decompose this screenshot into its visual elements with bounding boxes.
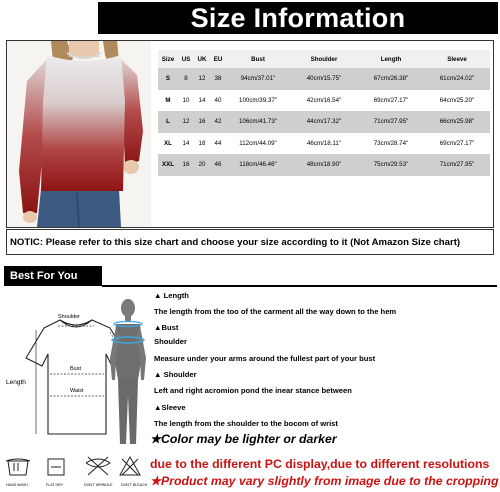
table-cell: 16 bbox=[198, 118, 206, 126]
table-cell: L bbox=[166, 118, 170, 126]
table-cell: 40cm/15.75" bbox=[306, 75, 342, 83]
table-cell: 61cm/24.02" bbox=[439, 75, 475, 83]
page-title: Size Information bbox=[190, 2, 406, 33]
column-header: UK bbox=[197, 55, 207, 63]
column-header: Bust bbox=[251, 55, 265, 63]
table-cell: 46cm/18.11" bbox=[306, 139, 342, 147]
table-cell: 12 bbox=[182, 118, 190, 126]
table-cell: 44 bbox=[214, 139, 222, 147]
table-cell: 8 bbox=[184, 75, 188, 83]
notice-text: NOTIC: Please refer to this size chart and choose your size according to it (Not Amazon Size chart) bbox=[10, 236, 461, 248]
best-for-you-banner bbox=[4, 266, 102, 286]
table-row bbox=[158, 133, 490, 155]
table-cell: M bbox=[165, 96, 171, 104]
table-cell: 46 bbox=[214, 161, 222, 169]
column-header: Length bbox=[380, 55, 402, 63]
dont-wringle-icon bbox=[86, 457, 110, 475]
table-cell: XXL bbox=[161, 161, 175, 169]
shoulder-text: Left and right acromion pond the inear stance between bbox=[154, 386, 352, 395]
table-cell: 12 bbox=[198, 75, 206, 83]
table-cell: 44cm/17.32" bbox=[306, 118, 342, 126]
care-label: HAND WASH bbox=[6, 483, 28, 487]
display-disclaimer: due to the different PC display,due to different resolutions bbox=[150, 457, 490, 471]
length-heading: ▲ Length bbox=[154, 291, 189, 300]
cropping-disclaimer: ★Product may vary slightly from image due to the cropping bbox=[150, 474, 499, 488]
table-cell: 69cm/27.17" bbox=[439, 139, 475, 147]
table-cell: 100cm/39.37" bbox=[239, 96, 277, 104]
table-cell: 106cm/41.73" bbox=[239, 118, 277, 126]
table-cell: 112cm/44.09" bbox=[239, 139, 277, 147]
column-header: Sleeve bbox=[447, 55, 467, 63]
diagram-label-waist: Waist bbox=[70, 388, 84, 394]
color-disclaimer: ★Color may be lighter or darker bbox=[150, 432, 337, 446]
title-banner bbox=[98, 2, 498, 34]
best-for-you-label: Best For You bbox=[10, 270, 78, 282]
table-cell: XL bbox=[164, 139, 172, 147]
hand-wash-icon bbox=[6, 459, 30, 475]
table-cell: 38 bbox=[214, 75, 222, 83]
care-instructions bbox=[0, 453, 160, 492]
shoulder-heading: ▲ Shoulder bbox=[154, 370, 197, 379]
column-header: Size bbox=[161, 55, 175, 63]
table-header-row bbox=[158, 50, 490, 68]
table-cell: 67cm/26.38" bbox=[373, 75, 409, 83]
flat-dry-icon bbox=[48, 459, 64, 475]
table-cell: 71cm/27.95" bbox=[373, 118, 409, 126]
table-cell: 94cm/37.01" bbox=[240, 75, 276, 83]
table-row bbox=[158, 90, 490, 112]
table-cell: 75cm/29.53" bbox=[373, 161, 409, 169]
table-cell: S bbox=[165, 75, 171, 83]
sleeve-heading: ▲Sleeve bbox=[154, 403, 186, 412]
bust-heading: ▲Bust bbox=[154, 323, 179, 332]
column-header: US bbox=[181, 55, 191, 63]
care-label: FLAT DRY bbox=[46, 483, 63, 487]
bust-text: Measure under your arms around the fullest part of your bust bbox=[154, 354, 376, 363]
table-cell: 40 bbox=[214, 96, 222, 104]
care-label: DON'T BLEACH bbox=[121, 483, 148, 487]
table-cell: 73cm/28.74" bbox=[373, 139, 409, 147]
table-row bbox=[158, 68, 490, 90]
diagram-label-length: Length bbox=[6, 379, 26, 386]
table-cell: 42cm/16.54" bbox=[306, 96, 342, 104]
diagram-label-shoulder: Shoulder bbox=[58, 314, 81, 320]
product-photo bbox=[7, 41, 151, 227]
table-cell: 71cm/27.95" bbox=[439, 161, 475, 169]
diagram-label-bust: Bust bbox=[70, 366, 82, 372]
table-row bbox=[158, 111, 490, 133]
table-cell: 14 bbox=[182, 139, 190, 147]
table-cell: 64cm/25.20" bbox=[439, 96, 475, 104]
shoulder-word: Shoulder bbox=[154, 337, 187, 346]
column-header: EU bbox=[213, 55, 223, 63]
table-cell: 66cm/25.98" bbox=[439, 118, 475, 126]
size-table bbox=[158, 50, 490, 176]
table-row bbox=[158, 154, 490, 176]
table-cell: 10 bbox=[182, 96, 190, 104]
mannequin-figure bbox=[106, 296, 150, 446]
length-text: The length from the too of the carment all the way down to the hem bbox=[154, 307, 397, 316]
sleeve-text: The length from the shoulder to the bocom of wrist bbox=[154, 419, 338, 428]
table-cell: 42 bbox=[214, 118, 222, 126]
section-divider bbox=[102, 285, 497, 287]
table-cell: 118cm/46.46" bbox=[239, 161, 277, 169]
table-cell: 20 bbox=[198, 161, 206, 169]
column-header: Shoulder bbox=[310, 55, 338, 63]
table-cell: 69cm/27.17" bbox=[373, 96, 409, 104]
table-cell: 18 bbox=[198, 139, 206, 147]
table-cell: 48cm/18.90" bbox=[306, 161, 342, 169]
care-label: DON'T WRINGLE bbox=[84, 483, 113, 487]
table-cell: 16 bbox=[182, 161, 190, 169]
dont-bleach-icon bbox=[120, 457, 140, 475]
size-notice bbox=[6, 229, 494, 255]
table-cell: 14 bbox=[198, 96, 206, 104]
